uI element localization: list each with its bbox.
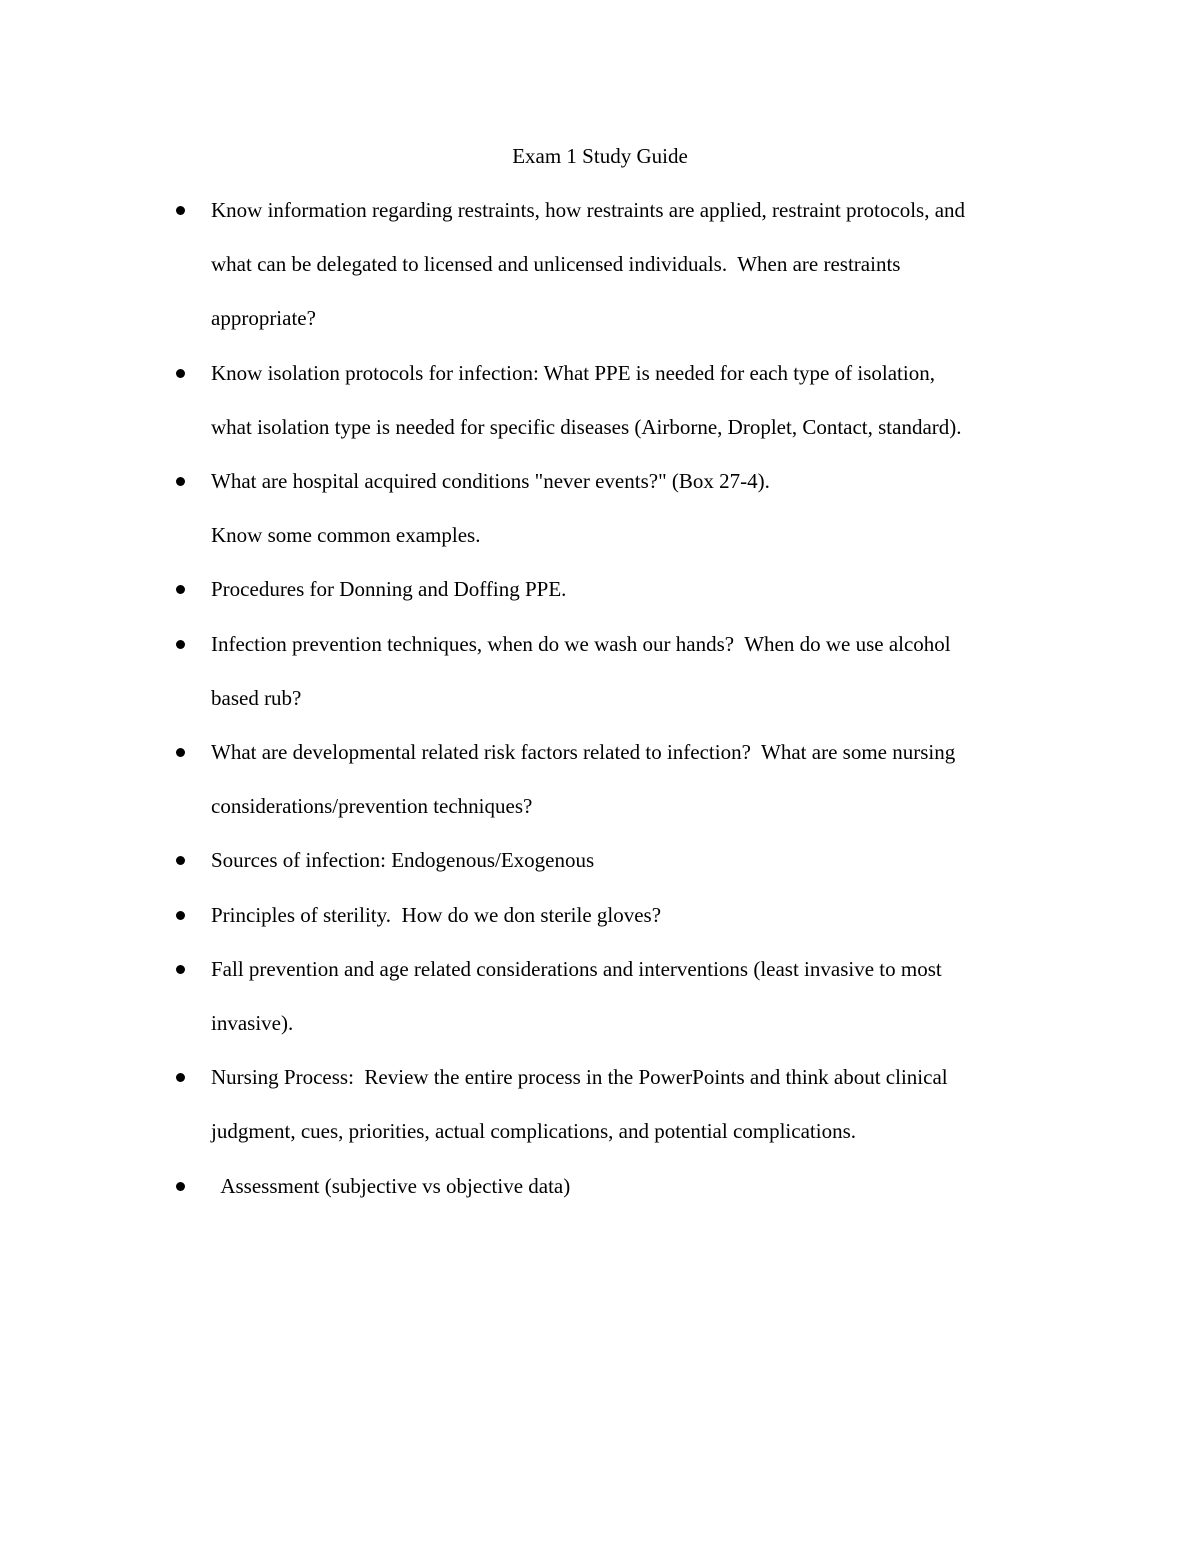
list-item-text-line: based rub? [211,685,302,710]
bullet-icon [176,206,185,215]
list-item-text-line: invasive). [211,1011,294,1035]
list-item-text-line: appropriate? [211,306,316,331]
list-item-text-line: Infection prevention techniques, when do we wash our hands? When do we use alcohol [211,631,951,656]
list-item-text-line: Know information regarding restraints, how restraints are applied, restraint protocols, and [211,198,966,222]
bullet-icon [176,856,185,865]
bullet-icon [176,585,185,594]
bullet-icon [176,477,185,486]
bullet-icon [176,1073,185,1082]
bullet-icon [176,369,185,378]
page-title: Exam 1 Study Guide [512,144,688,168]
bullet-icon [176,640,185,649]
list-item-text-line: Procedures for Donning and Doffing PPE. [211,577,567,602]
list-item-text-line: Fall prevention and age related considerations and interventions (least invasive to most [211,956,942,981]
bullet-icon [176,748,185,757]
list-item-text-line: What are hospital acquired conditions "never events?" (Box 27-4). [211,469,770,493]
list-item-text-line: Know some common examples. [211,523,481,548]
list-item-text-line: Principles of sterility. How do we don sterile gloves? [211,902,662,927]
bullet-icon [176,911,185,920]
list-item-text-line: What are developmental related risk factors related to infection? What are some nursing [211,740,956,764]
list-item-text-line: considerations/prevention techniques? [211,794,533,819]
list-item-text-line: judgment, cues, priorities, actual complications, and potential complications. [211,1119,857,1144]
list-item-text-line: what isolation type is needed for specific diseases (Airborne, Droplet, Contact, standard). [211,414,962,439]
bullet-icon [176,1182,185,1191]
list-item-text-line: Sources of infection: Endogenous/Exogenous [211,848,595,873]
bullet-icon [176,965,185,974]
list-item-text-line: what can be delegated to licensed and unlicensed individuals. When are restraints [211,252,901,277]
list-item-text-line: Know isolation protocols for infection: What PPE is needed for each type of isolation, [211,360,935,385]
list-item-text-line: Assessment (subjective vs objective data) [211,1173,571,1198]
list-item-text-line: Nursing Process: Review the entire process in the PowerPoints and think about clinical [211,1065,948,1090]
